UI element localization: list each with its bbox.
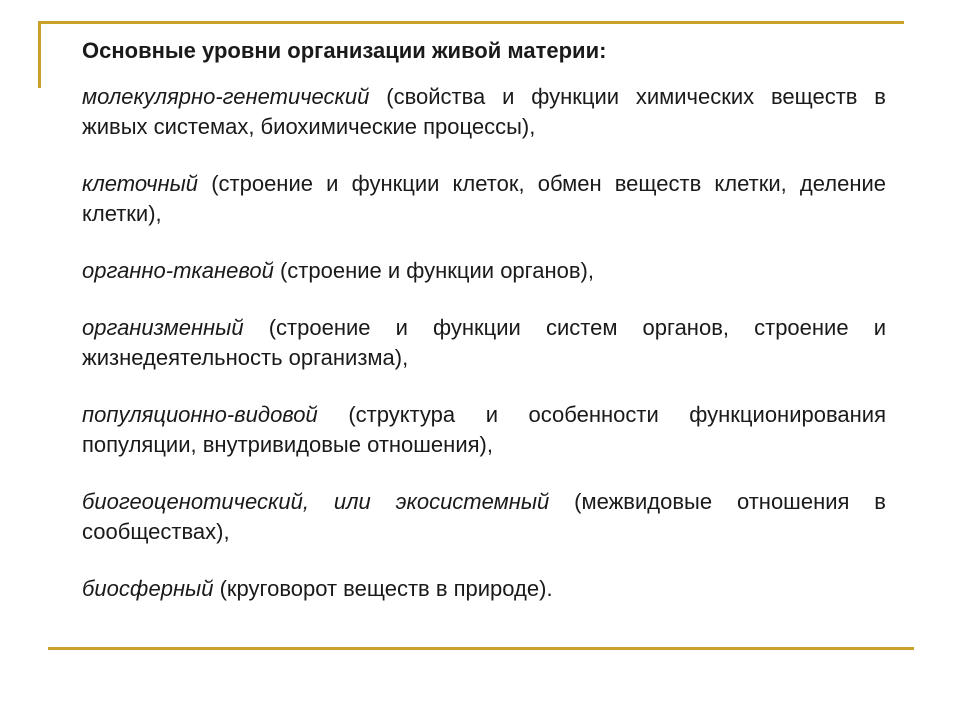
level-description: (строение и функции органов), <box>279 258 594 283</box>
level-item-molecular <box>82 82 886 142</box>
level-name: организменный <box>82 315 244 340</box>
level-item-organismal <box>82 313 886 373</box>
levels-list <box>82 82 886 604</box>
slide-content <box>82 36 886 604</box>
level-name: биосферный <box>82 576 214 601</box>
level-item-population-species <box>82 400 886 460</box>
slide-title: Основные уровни организации живой материи: <box>82 38 607 63</box>
level-description: (строение и функции клеток, обмен веществ клетки, деление клетки), <box>82 171 886 226</box>
level-name: популяционно-видовой <box>82 402 318 427</box>
level-description: (структура и особенности функционирования популяции, внутривидовые отношения), <box>82 402 886 457</box>
level-description: (свойства и функции химических веществ в живых системах, биохимические процессы), <box>82 84 886 139</box>
bottom-accent-line <box>48 647 914 650</box>
left-accent-line <box>38 21 41 88</box>
level-name: клеточный <box>82 171 199 196</box>
level-item-biospheric <box>82 574 886 604</box>
top-accent-line <box>38 21 904 24</box>
level-description: (строение и функции систем органов, строение и жизнедеятельность организма), <box>82 315 886 370</box>
level-description: (круговорот веществ в природе). <box>219 576 553 601</box>
level-name: биогеоценотический, или экосистемный <box>82 489 550 514</box>
level-name: органно-тканевой <box>82 258 274 283</box>
level-item-cellular <box>82 169 886 229</box>
level-name: молекулярно-генетический <box>82 84 370 109</box>
level-item-biogeocenotic <box>82 487 886 547</box>
level-description: (межвидовые отношения в сообществах), <box>82 489 886 544</box>
level-item-organ-tissue <box>82 256 886 286</box>
